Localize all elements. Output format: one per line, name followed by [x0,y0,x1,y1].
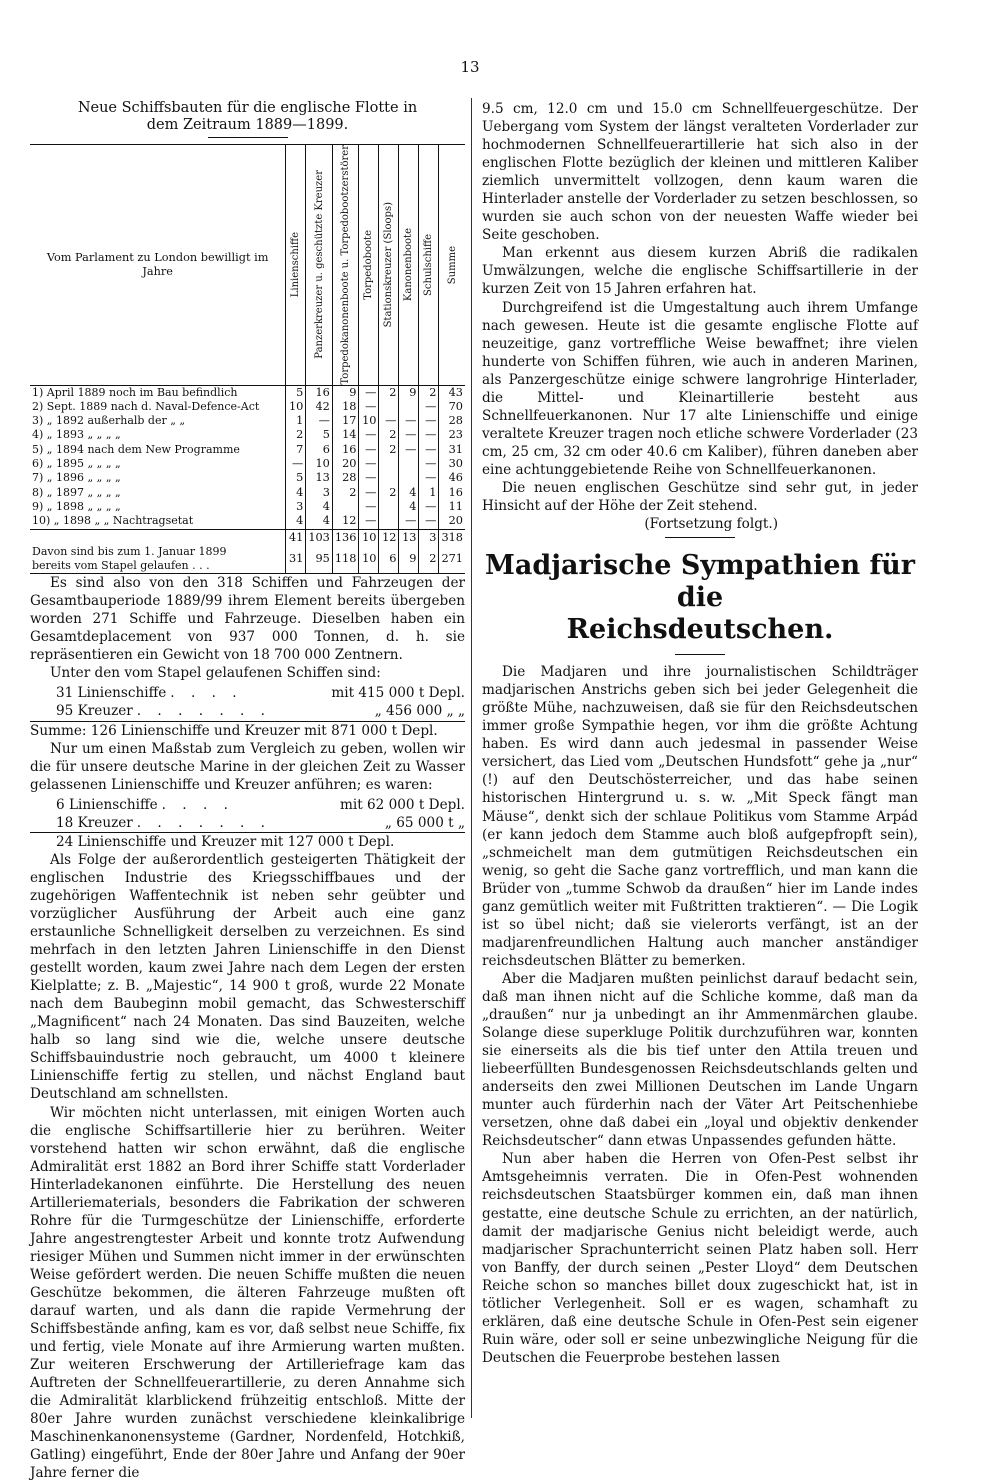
table-cell [379,500,399,514]
table-cell: 3 [286,500,306,514]
table-row [30,385,465,400]
article-heading-line-2: Reichsdeutschen. [566,614,834,646]
table-cell: 5 [286,385,306,400]
table-title [30,100,465,138]
table-cell: 30 [439,457,465,471]
continuation-note: (Fortsetzung folgt.) [644,516,778,533]
table-cell: 4 [306,500,333,514]
table-cell: — [399,414,419,428]
table-cell: — [379,414,399,428]
paragraph: Durchgreifend ist die Umgestaltung auch ihrem Umfange nach gewesen. Heute ist die gesamte englische Flotte auf neuzeitige, ganz vortreffliche Weise bewaffnet; ihre vielen hunderte von Schiffen führen, wie auch in anderen Marinen, als Panzergeschütze einige schwere langrohrige Hinterlader, die Mittel- und Kleinartillerie besteht aus Schnellfeuerkanonen. Nur 17 alte Linienschiffe und einige veraltete Kreuzer tragen noch etliche schwere Vorderlader (23 cm, 25 cm, 32 cm oder 40.6 cm Kaliber), führen daneben aber eine achtunggebietende Reihe von Schnellfeuerkanonen. [482,299,918,478]
table-cell: 3 [419,529,439,545]
row-label: 3) „ 1892 außerhalb der „ „ [32,414,186,428]
table-cell: 103 [306,529,333,545]
table-cell: — [419,428,439,442]
table-cell: — [359,486,379,500]
row-label: 1) April 1889 noch im Bau befindlich [32,385,238,399]
table-cell: 5 [306,428,333,442]
table-row [30,500,465,514]
table-cell: 2 [332,486,359,500]
table-cell: — [399,443,419,457]
table-cell: 4 [286,486,306,500]
table-cell: 4 [306,514,333,529]
table-cell: 20 [332,457,359,471]
table-cell: 2 [379,385,399,400]
table-cell: 4 [399,500,419,514]
table-cell: — [419,471,439,485]
table-cell: — [359,500,379,514]
table-cell: — [359,385,379,400]
table-cell: 271 [439,545,465,574]
row-label: 4) „ 1893 „ „ „ „ [32,428,121,442]
paragraph: Die neuen englischen Geschütze sind sehr gut, in jeder Hinsicht auf der Höhe der Zeit stehend. [482,479,918,515]
table-row [30,428,465,442]
table-cell: — [419,500,439,514]
table-cell: 10 [359,529,379,545]
table-cell: 5 [286,471,306,485]
table-cell: — [399,514,419,529]
table-cell [399,457,419,471]
table-cell [379,400,399,414]
table-cell: 1 [286,414,306,428]
table-cell: 2 [419,385,439,400]
table-cell: 6 [306,443,333,457]
table-cell: — [419,400,439,414]
table-cell: — [359,443,379,457]
table-row [30,514,465,529]
column-header: Panzerkreuzer u. geschützte Kreuzer [306,145,333,386]
table-cell: 6 [379,545,399,574]
row-label: 10) „ 1898 „ „ Nachtragsetat [32,514,194,528]
launched-row [30,545,465,574]
list-item: 6 Linienschiffe . . . . mit 62 000 t Depl. [56,796,465,813]
table-cell: 2 [379,443,399,457]
column-header: Kanonenboote [399,145,419,386]
table-cell: — [359,514,379,529]
table-cell: 14 [332,428,359,442]
table-cell: 16 [332,443,359,457]
ship-table [30,144,465,574]
paragraph: Die Madjaren und ihre journalistischen Schildträger madjarischen Anstrichs geben sich bei jeder Gelegenheit die größte Mühe, nachzuweisen, daß sie für den Reichsdeutschen immer große Sympathie hegen, vor ihm die größte Achtung haben. Es wird dann auch jedesmal in passender Weise versichert, das Lied vom „Deutschen Hundsfott“ gehe ja „nur“ (!) auf den Deutschösterreicher, und das habe seinen historischen Hintergrund u. s. w. „Mit Speck fängt man Mäuse“, denkt sich der schlaue Politikus vom Stamme Arpád (er kann jedoch dem Stamme auch bloß aufgepfropft sein), „schmeichelt man dem gutmütigen Reichsdeutschen ein wenig, so geht die Sache ganz vortrefflich, und man kann die Brüder von „tumme Schwob da draußen“ hier im Lande indes ganz gemütlich weiter mit Fußtritten traktieren“. — Die Logik ist so übel nicht; daß sie vielerorts verfängt, ist an der madjarenfreundlichen Haltung auch mancher anständiger reichsdeutschen Blätter zu bemerken. [482,664,918,969]
table-cell [379,471,399,485]
table-cell: 10 [286,400,306,414]
paragraph: Aber die Madjaren mußten peinlichst darauf bedacht sein, daß man ihnen nicht auf die Schliche komme, daß man da „draußen“ nur ja unbedingt an ihr Ammenmärchen glaube. Solange diese superkluge Politik durchzuführen war, konnten sie einerseits als die bis tief unter den Attila treuen und liebeerfüllten Bundesgenossen Reichsdeutschlands gelten und anderseits den zwei Millionen Deutschen im Lande Ungarn munter auch fürderhin nach der Väter Art Peitschenhiebe versetzen, ohne daß dabei ein „loyal und objektiv denkender Reichsdeutscher“ dann etwas Unpassendes gefunden hätte. [482,970,918,1150]
list-sum: 24 Linienschiffe und Kreuzer mit 127 000 t Depl. [30,832,465,851]
table-cell: 3 [306,486,333,500]
table-cell: — [306,414,333,428]
heading-rule [675,654,725,655]
table-cell: 118 [332,545,359,574]
row-label: Davon sind bis zum 1. Januar 1899 bereits vom Stapel gelaufen . . . [30,545,286,574]
row-label: 8) „ 1897 „ „ „ „ [32,485,121,499]
paragraph: Wir möchten nicht unterlassen, mit einigen Worten auch die englische Schiffsartillerie hier zu berühren. Weiter vorstehend hatten wir schon erwähnt, daß die englische Admiralität erst 1882 an Bord ihrer Schiffe statt Vorderlader Hinterladekanonen einführte. Die Herstellung des neuen Artilleriematerials, besonders die Fabrikation der schweren Rohre für die Turmgeschütze der Linienschiffe, erforderte Jahre angestrengtester Arbeit und konnte trotz Aufwendung riesiger Mühen und Summen nicht immer in der erwünschten Weise gefördert werden. Die neuen Schiffe mußten die neuen Geschütze bekommen, die älteren Fahrzeuge mußten oft darauf warten, und als dann die rapide Vermehrung der Schiffsbestände anfing, kam es vor, daß selbst neue Schiffe, fix und fertig, viele Monate auf ihre Armierung warten mußten. Zur weiteren Erschwerung der Artilleriefrage kam das Auftreten der Schnellfeuerartillerie, zu deren Annahme sich die Admiralität klarblickend frühzeitig entschloß. Mitte der 80er Jahre wurden zunächst verschiedene kleinkalibrige Maschinenkanonensysteme (Gardner, Nordenfeld, Hotchkiß, Gatling) eingeführt, Ende der 80er Jahre und Anfang der 90er Jahre ferner die [30,1104,465,1482]
table-cell [379,514,399,529]
paragraph: Nun aber haben die Herren von Ofen-Pest selbst ihr Amtsgeheimnis verraten. Die in Ofen-Pest wohnenden reichsdeutschen Staatsbürger kommen ein, daß man ihnen gestatte, eine deutsche Schule zu errichten, an der natürlich, damit der madjarische Genius nicht beleidigt werde, auch madjarischer Sprachunterricht seinen Platz haben soll. Herr von Banffy, der durch seinen „Pester Lloyd“ dem Deutschen Reiche schon so manches billet doux zugeschickt hat, ist in tötlicher Verlegenheit. Soll er es wagen, schamhaft zu erklären, daß eine deutsche Schule in Ofen-Pest sein eigener Ruin wäre, oder soll er seine unbezwingliche Neigung für die Deutschen die Feuerprobe bestehen lassen [482,1151,918,1366]
list-item: 31 Linienschiffe . . . . mit 415 000 t Depl. [56,685,465,702]
table-cell: 9 [332,385,359,400]
table-cell: 13 [399,529,419,545]
german-list [30,796,465,851]
table-cell: 12 [379,529,399,545]
table-cell: 2 [379,486,399,500]
table-cell: 16 [306,385,333,400]
table-cell: 70 [439,400,465,414]
column-header: Torpedokanonenboote u. Torpedobootzerstörer [332,145,359,386]
table-cell: 2 [419,545,439,574]
table-cell: 1 [419,486,439,500]
table-cell [399,400,419,414]
paragraph: Es sind also von den 318 Schiffen und Fahrzeugen der Gesamtbauperiode 1889/99 ihrem Element bereits übergeben worden 271 Schiffe und Fahrzeuge. Dieselben haben ein Gesamtdeplacement von 937 000 Tonnen, d. h. sie repräsentieren ein Gewicht von 18 700 000 Zentnern. [30,575,465,664]
article-heading [482,550,918,646]
table-cell: — [359,400,379,414]
table-cell: 17 [332,414,359,428]
paragraph: Als Folge der außerordentlich gesteigerten Thätigkeit der englischen Industrie des Kriegsschiffbaues und der zugehörigen Waffentechnik ist neben sehr geübter und vorzüglicher Ausführung der Arbeit auch eine ganz erstaunliche Schnelligkeit derselben zu verzeichnen. Es sind mehrfach in den letzten Jahren Linienschiffe in den Dienst gestellt worden, kaum zwei Jahre nach dem Legen der ersten Kielplatte; z. B. „Majestic“, 14 900 t groß, wurde 22 Monate nach dem Baubeginn mobil gemacht, das Schwesterschiff „Magnificent“ nach 24 Monaten. Das sind Bauzeiten, welche halb so lang sind wie die, welche unsere deutsche Schiffsbauindustrie noch gebraucht, um 4000 t kleinere Linienschiffe fertig zu stellen, und nächst England baut Deutschland am schnellsten. [30,851,465,1103]
table-cell: 46 [439,471,465,485]
row-label: 9) „ 1898 „ „ „ „ [32,499,121,513]
paragraph: 9.5 cm, 12.0 cm und 15.0 cm Schnellfeuergeschütze. Der Uebergang vom System der längst veralteten Vorderlader zur hochmodernen Schnellfeuerartillerie hat sich also in der englischen Flotte bezüglich der kleinen und mittleren Kaliber ziemlich unvermittelt vollzogen, denn kaum waren die Hinterlader anstelle der Vorderlader zu setzen beschlossen, so wurden sie auch schon von der neuesten Waffe wieder bei Seite geschoben. [482,101,918,244]
table-cell: 20 [439,514,465,529]
table-cell: — [286,457,306,471]
table-cell: 10 [359,545,379,574]
table-cell: 12 [332,514,359,529]
row-label: 6) „ 1895 „ „ „ „ [32,457,121,471]
column-header: Linienschiffe [286,145,306,386]
list-sum: Summe: 126 Linienschiffe und Kreuzer mit 871 000 t Depl. [30,721,465,740]
table-cell: 10 [306,457,333,471]
column-header: Stationskreuzer (Sloops) [379,145,399,386]
table-cell: 136 [332,529,359,545]
table-cell: — [419,457,439,471]
table-row [30,414,465,428]
table-cell: 11 [439,500,465,514]
table-cell: 7 [286,443,306,457]
list-item: 18 Kreuzer . . . . . . . „ 65 000 t „ [56,814,465,831]
table-header-row [30,145,465,386]
column-header: Torpedoboote [359,145,379,386]
table-cell: — [419,443,439,457]
table-cell: 4 [399,486,419,500]
table-row [30,486,465,500]
table-cell: — [359,471,379,485]
table-cell: 31 [439,443,465,457]
row-label [30,529,286,545]
paragraph: Man erkennt aus diesem kurzen Abriß die radikalen Umwälzungen, welche die englische Schiffsartillerie in der kurzen Zeit von 15 Jahren erfahren hat. [482,245,918,298]
row-label: 2) Sept. 1889 nach d. Naval-Defence-Act [32,399,260,413]
table-cell: 41 [286,529,306,545]
table-cell: 10 [359,414,379,428]
table-row [30,400,465,414]
table-cell: 16 [439,486,465,500]
section-rule [665,537,735,538]
table-cell: 28 [439,414,465,428]
table-cell: 43 [439,385,465,400]
right-column [482,100,918,1367]
table-cell: 31 [286,545,306,574]
table-cell: 18 [332,400,359,414]
article-heading-line-1: Madjarische Sympathien für die [484,550,916,614]
table-cell: 318 [439,529,465,545]
table-cell [399,471,419,485]
total-row [30,529,465,545]
paragraph: Unter den vom Stapel gelaufenen Schiffen sind: [50,665,381,682]
table-cell: — [419,414,439,428]
table-cell: — [359,457,379,471]
table-row [30,457,465,471]
table-cell: 95 [306,545,333,574]
table-cell: 4 [286,514,306,529]
table-cell [379,457,399,471]
table-cell: — [399,428,419,442]
table-cell: 2 [379,428,399,442]
table-title-line-2: dem Zeitraum 1889—1899. [146,117,349,133]
column-divider [471,98,472,1418]
page-number: 13 [460,58,480,76]
list-item: 95 Kreuzer . . . . . . . „ 456 000 „ „ [56,703,465,720]
column-header: Schulschiffe [419,145,439,386]
column-header: Summe [439,145,465,386]
table-cell: 9 [399,545,419,574]
table-cell: 13 [306,471,333,485]
table-row [30,471,465,485]
row-label: 7) „ 1896 „ „ „ „ [32,471,121,485]
table-cell: 2 [286,428,306,442]
row-label: 5) „ 1894 nach dem New Programme [32,442,240,456]
table-cell: 42 [306,400,333,414]
table-cell: — [359,428,379,442]
row-header: Vom Parlament zu London bewilligt im Jahre [30,145,286,386]
table-cell: 28 [332,471,359,485]
launched-list [30,684,465,739]
table-cell: 23 [439,428,465,442]
title-underline [208,137,288,138]
table-cell: — [419,514,439,529]
table-cell [332,500,359,514]
left-column [30,100,465,1483]
table-title-line-1: Neue Schiffsbauten für die englische Flotte in [77,100,418,116]
paragraph: Nur um einen Maßstab zum Vergleich zu geben, wollen wir die für unsere deutsche Marine in der gleichen Zeit zu Wasser gelassenen Linienschiffe und Kreuzer anführen; es waren: [30,740,465,793]
table-cell: 9 [399,385,419,400]
table-row [30,443,465,457]
